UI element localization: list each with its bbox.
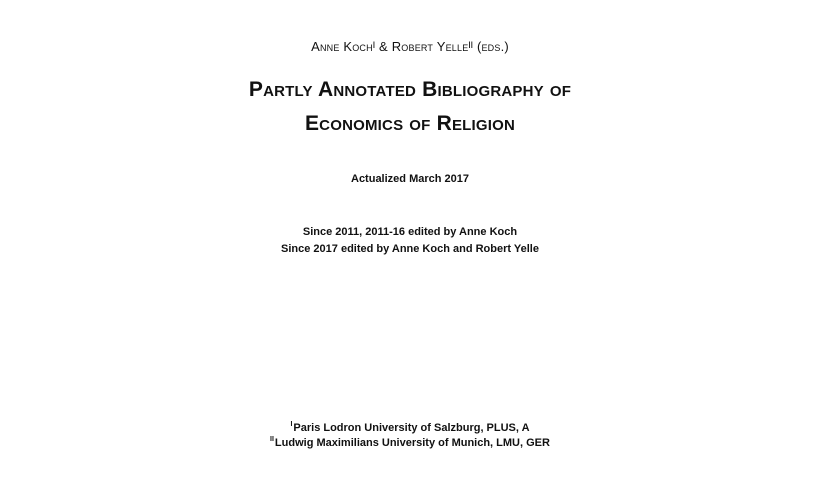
affiliation-2 xyxy=(0,437,820,449)
editors-line: Anne Kochᴵ & Robert Yelleᴵᴵ (eds.) xyxy=(311,39,509,54)
editorship-line-1: Since 2011, 2011-16 edited by Anne Koch xyxy=(302,226,518,238)
document-title-line-1: Partly Annotated Bibliography of xyxy=(248,78,572,101)
affiliation-1-text: Paris Lodron University of Salzburg, PLUS, A xyxy=(293,422,530,434)
affiliation-2-mark: II xyxy=(270,436,274,443)
affiliation-2-text: Ludwig Maximilians University of Munich, LMU, GER xyxy=(274,437,550,449)
affiliation-1-mark: I xyxy=(290,421,293,428)
actualized-date: Actualized March 2017 xyxy=(351,173,469,185)
document-title-line-2: Economics of Religion xyxy=(304,112,516,135)
affiliation-1 xyxy=(0,422,820,434)
editorship-line-2: Since 2017 edited by Anne Koch and Robert Yelle xyxy=(281,243,539,255)
